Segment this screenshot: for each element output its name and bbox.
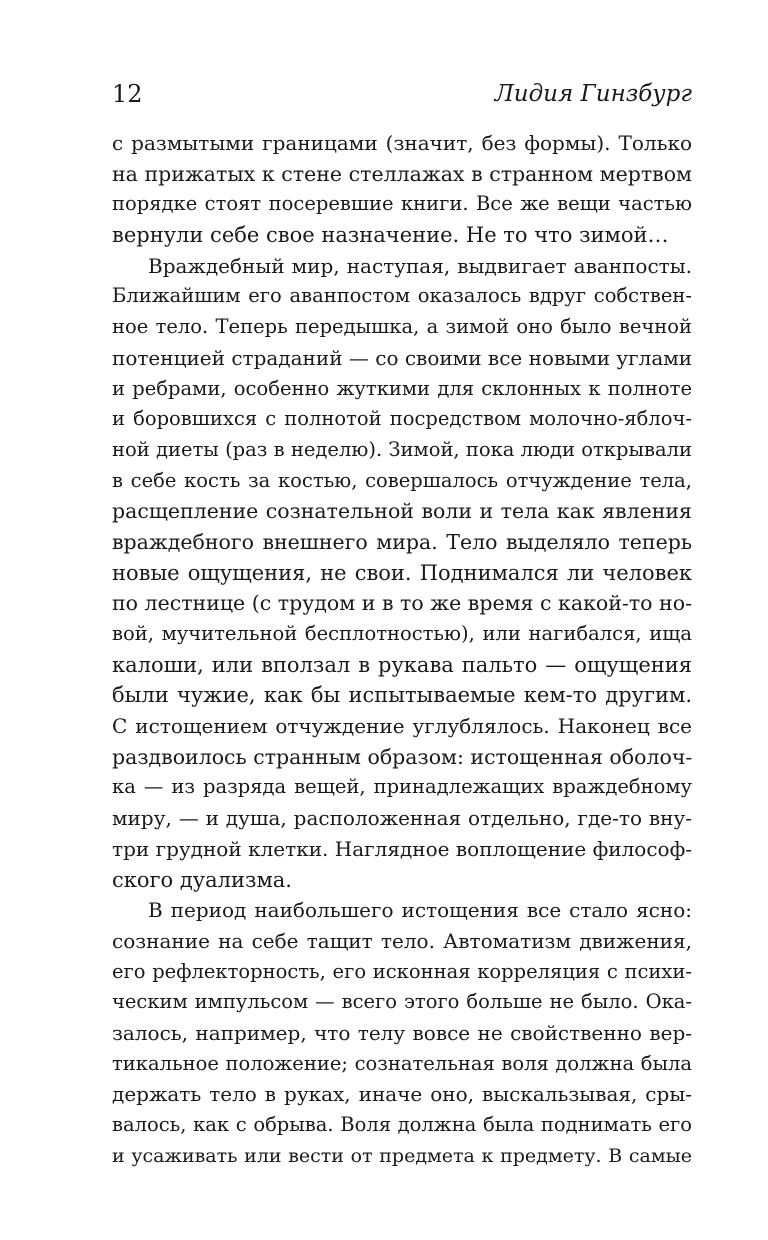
text-line: ное тело. Теперь передышка, а зимой оно было вечной xyxy=(112,315,692,339)
text-line: ческим импульсом — всего этого больше не было. Ока- xyxy=(112,990,692,1014)
text-line: тикальное положение; сознательная воля должна была xyxy=(112,1051,692,1075)
text-line: ского дуализма. xyxy=(112,867,292,892)
text-line: Ближайшим его аванпостом оказалось вдруг собствен- xyxy=(112,284,692,308)
text-line: в себе кость за костью, совершалось отчуждение тела, xyxy=(112,468,692,492)
text-line: ка — из разряда вещей, принадлежащих враждебному xyxy=(112,775,692,799)
paragraph-first-line: Враждебный мир, наступая, выдвигает аванпосты. xyxy=(148,253,692,278)
text-line: калоши, или вползал в рукава пальто — ощущения xyxy=(112,652,692,677)
text-line: и ребрами, особенно жуткими для склонных к полноте xyxy=(112,376,692,400)
text-line: расщепление сознательной воли и тела как явления xyxy=(112,499,692,524)
text-line: и боровшихся с полнотой посредством молочно-яблоч- xyxy=(112,407,692,431)
text-line: миру, — и душа, расположенная отдельно, где-то вну- xyxy=(112,806,692,831)
running-title-author: Лидия Гинзбург xyxy=(494,81,692,107)
text-line: потенцией страданий — со своими все новыми углами xyxy=(112,345,692,370)
text-line: его рефлекторность, его исконная корреляция с психи- xyxy=(112,959,692,983)
text-line: сознание на себе тащит тело. Автоматизм движения, xyxy=(112,928,692,953)
text-line: по лестнице (с трудом и в то же время с какой-то но- xyxy=(112,591,692,616)
text-line: с размытыми границами (значит, без формы). Только xyxy=(112,131,692,155)
text-line: враждебного внешнего мира. Тело выделяло теперь xyxy=(112,529,692,554)
text-line: ной диеты (раз в неделю). Зимой, пока люди открывали xyxy=(112,437,692,461)
text-line: вернули себе свое назначение. Не то что зимой… xyxy=(112,223,669,248)
page-number: 12 xyxy=(112,80,143,108)
text-line: держать тело в руках, иначе оно, выскальзывая, сры- xyxy=(112,1082,692,1107)
text-line: новые ощущения, не свои. Поднимался ли человек xyxy=(112,560,692,585)
text-line: залось, например, что телу вовсе не свойственно вер- xyxy=(112,1020,692,1045)
running-head xyxy=(112,78,692,118)
text-line: и усаживать или вести от предмета к предмету. В самые xyxy=(112,1144,692,1167)
text-line: три грудной клетки. Наглядное воплощение философ- xyxy=(112,836,692,861)
paragraph-first-line: В период наибольшего истощения все стало ясно: xyxy=(148,898,692,923)
body-text xyxy=(112,128,692,1171)
text-line: С истощением отчуждение углублялось. Наконец все xyxy=(112,714,692,739)
text-line: раздвоилось странным образом: истощенная оболоч- xyxy=(112,744,692,769)
text-line: были чужие, как бы испытываемые кем-то другим. xyxy=(112,683,692,708)
text-line: вой, мучительной бесплотностью), или нагибался, ища xyxy=(112,622,692,645)
text-line: порядке стоят посеревшие книги. Все же вещи частью xyxy=(112,192,692,216)
text-line: валось, как с обрыва. Воля должна была поднимать его xyxy=(112,1113,692,1136)
text-line: на прижатых к стене стеллажах в странном мертвом xyxy=(112,161,692,186)
